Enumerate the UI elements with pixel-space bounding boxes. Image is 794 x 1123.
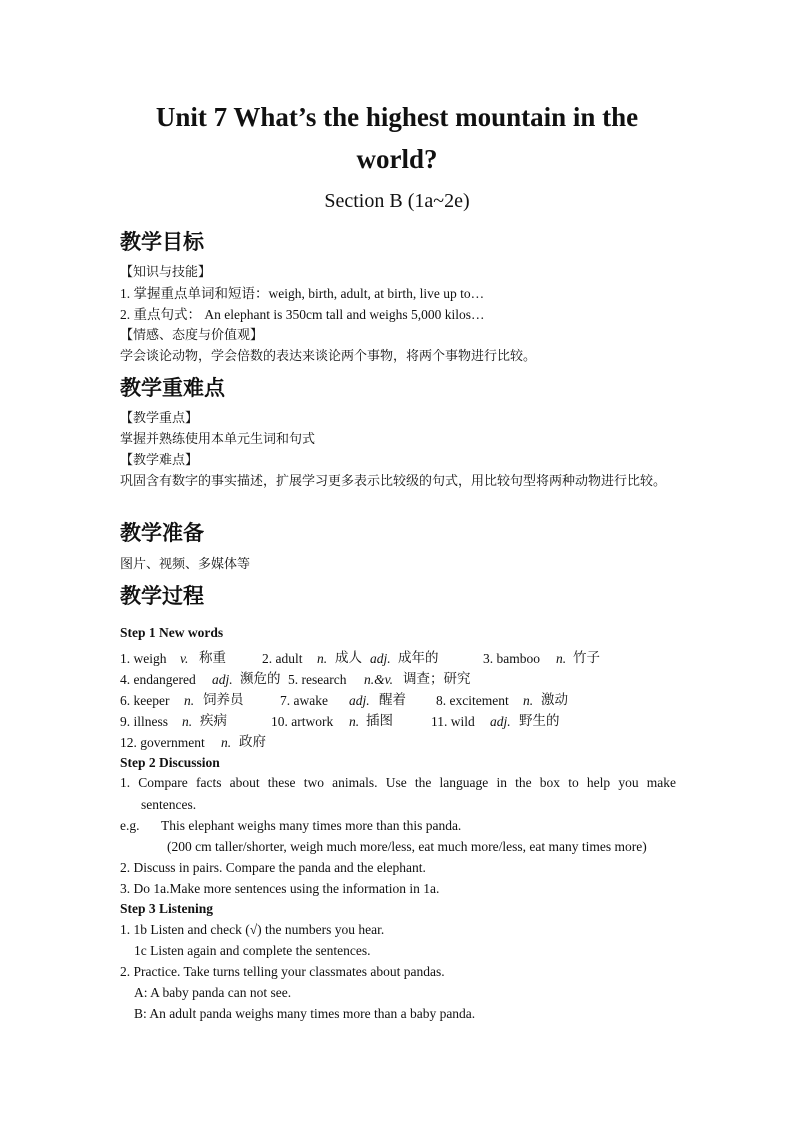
key-points-heading: 教学重难点 <box>120 376 225 400</box>
word-pos: n. <box>182 714 193 729</box>
word-en: 1. weigh <box>120 651 167 666</box>
step2-item2: 2. Discuss in pairs. Compare the panda and the elephant. <box>120 860 426 875</box>
word-pos: v. <box>180 651 189 666</box>
teaching-focus-label: 【教学重点】 <box>120 411 199 426</box>
word-cn: 饲养员 <box>203 692 244 708</box>
word-cn: 调查；研究 <box>403 671 471 687</box>
word-cn: 插图 <box>366 713 393 729</box>
document-subtitle: Section B (1a~2e) <box>324 190 470 212</box>
knowledge-skills-label: 【知识与技能】 <box>120 265 212 280</box>
word-cn: 濒危的 <box>240 671 281 687</box>
step2-title: Step 2 Discussion <box>120 755 220 770</box>
word-cn: 成年的 <box>398 650 439 666</box>
step3-item2: 2. Practice. Take turns telling your classmates about pandas. <box>120 964 445 979</box>
example-sentence: This elephant weighs many times more than this panda. <box>161 818 462 833</box>
word-cn: 激动 <box>541 692 568 708</box>
word-en: 8. excitement <box>436 693 509 708</box>
word-en: 4. endangered <box>120 672 196 687</box>
step2-item1-line1: 1. Compare facts about these two animals. Use the language in the box to help you make <box>120 775 676 790</box>
example-label: e.g. <box>120 818 140 833</box>
word-en: 6. keeper <box>120 693 170 708</box>
word-pos: n. <box>349 714 360 729</box>
process-heading: 教学过程 <box>120 584 204 608</box>
step2-item1-line2: sentences. <box>141 797 197 812</box>
objective-item-1: 1. 掌握重点单词和短语：weigh, birth, adult, at birth, live up to… <box>120 286 485 301</box>
dialog-line-b: B: An adult panda weighs many times more than a baby panda. <box>134 1006 476 1021</box>
word-en: 10. artwork <box>271 714 334 729</box>
preparation-heading: 教学准备 <box>120 521 204 545</box>
word-cn: 竹子 <box>573 650 600 666</box>
word-pos: n. <box>184 693 195 708</box>
word-en: 3. bamboo <box>483 651 540 666</box>
step3-title: Step 3 Listening <box>120 901 214 916</box>
word-cn: 政府 <box>239 734 266 750</box>
step3-item1: 1. 1b Listen and check (√) the numbers you hear. <box>120 922 385 937</box>
word-pos: n.&v. <box>364 672 393 687</box>
word-pos: n. <box>523 693 534 708</box>
emotion-attitude-text: 学会谈论动物，学会倍数的表达来谈论两个事物，将两个事物进行比较。 <box>120 349 537 364</box>
step3-item1c: 1c Listen again and complete the sentences. <box>134 943 371 958</box>
word-pos: adj. <box>490 714 511 729</box>
word-en: 12. government <box>120 735 205 750</box>
word-en: 7. awake <box>280 693 328 708</box>
word-en: 11. wild <box>431 714 475 729</box>
teaching-difficulty-text: 巩固含有数字的事实描述，扩展学习更多表示比较级的句式，用比较句型将两种动物进行比较。 <box>120 474 667 489</box>
word-en: 5. research <box>288 672 347 687</box>
step2-item3: 3. Do 1a.Make more sentences using the information in 1a. <box>120 881 440 896</box>
word-pos: adj. <box>212 672 233 687</box>
emotion-attitude-label: 【情感、态度与价值观】 <box>120 328 264 343</box>
example-phrases: (200 cm taller/shorter, weigh much more/less, eat much more/less, eat many times more) <box>167 839 647 854</box>
word-pos: n. <box>317 651 328 666</box>
document-title-line2: world? <box>356 144 438 174</box>
step1-title: Step 1 New words <box>120 625 224 640</box>
word-cn: 野生的 <box>519 713 560 729</box>
document-title-line1: Unit 7 What’s the highest mountain in the <box>155 102 639 132</box>
word-cn: 成人 <box>335 650 362 666</box>
teaching-focus-text: 掌握并熟练使用本单元生词和句式 <box>120 432 316 447</box>
preparation-text: 图片、视频、多媒体等 <box>120 557 251 572</box>
objectives-heading: 教学目标 <box>120 230 204 254</box>
word-pos: adj. <box>349 693 370 708</box>
word-en: 9. illness <box>120 714 169 729</box>
word-pos: adj. <box>370 651 391 666</box>
word-pos: n. <box>221 735 232 750</box>
word-cn: 称重 <box>199 650 226 666</box>
objective-item-2: 2. 重点句式： An elephant is 350cm tall and weighs 5,000 kilos… <box>120 307 485 322</box>
word-en: 2. adult <box>262 651 303 666</box>
teaching-difficulty-label: 【教学难点】 <box>120 453 199 468</box>
word-cn: 疾病 <box>200 713 227 729</box>
dialog-line-a: A: A baby panda can not see. <box>134 985 292 1000</box>
word-pos: n. <box>556 651 567 666</box>
word-cn: 醒着 <box>379 692 406 708</box>
